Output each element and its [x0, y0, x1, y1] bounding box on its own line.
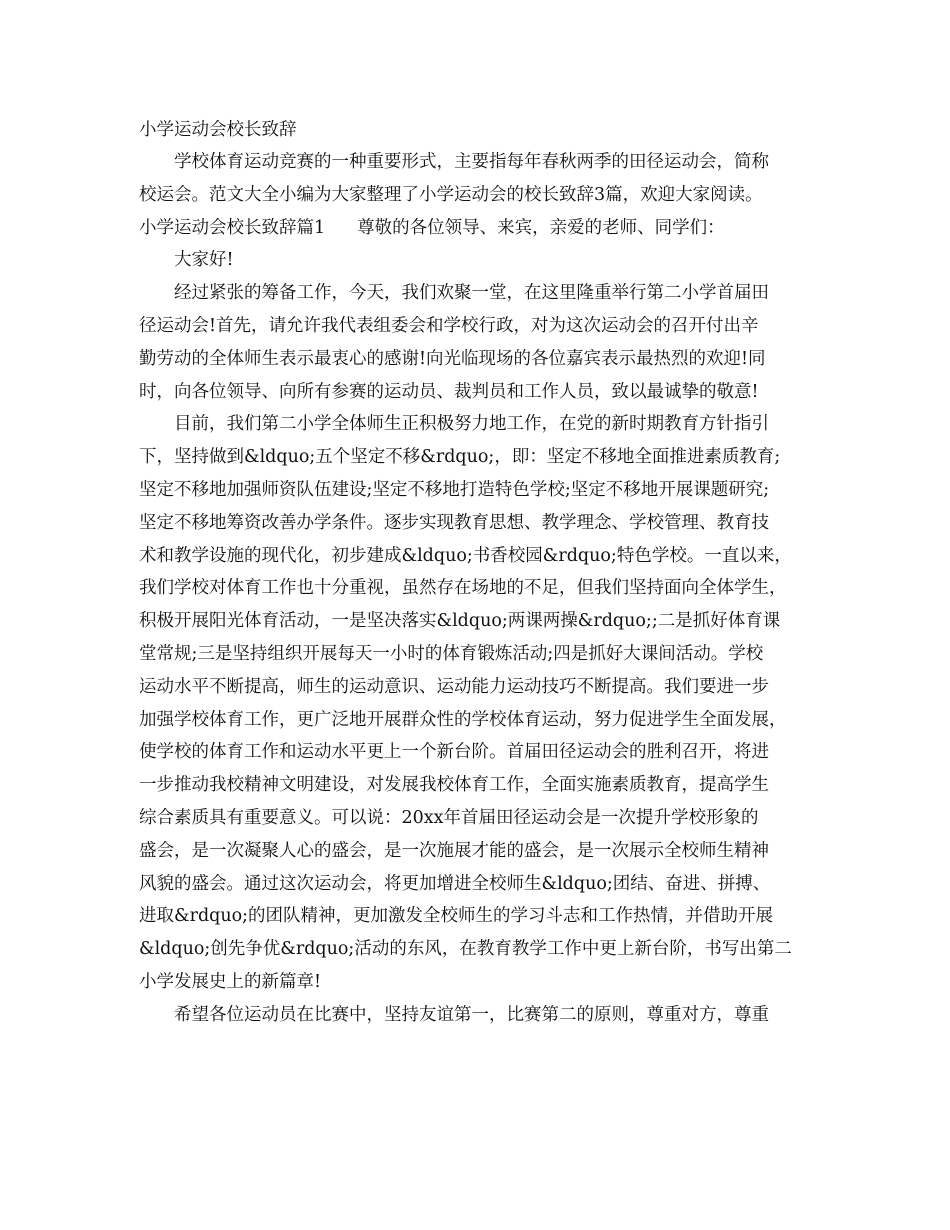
document-page	[139, 114, 824, 1032]
intro-line: 学校体育运动竞赛的一种重要形式，主要指每年春秋两季的田径运动会，简称	[174, 152, 769, 172]
paragraph-line: 下，坚持做到&ldquo;五个坚定不移&rdquo;，即：坚定不移地全面推进素质教育;	[139, 447, 781, 468]
paragraph-line: 风貌的盛会。通过这次运动会，将更加增进全校师生&ldquo;团结、奋进、拼搏、	[139, 873, 771, 894]
paragraph-line: 径运动会!首先，请允许我代表组委会和学校行政，对为这次运动会的召开付出辛	[139, 315, 759, 336]
section-heading: 小学运动会校长致辞篇1	[139, 217, 326, 238]
paragraph-line: 目前，我们第二小学全体师生正积极努力地工作，在党的新时期教育方针指引	[174, 414, 769, 435]
intro-paragraph	[139, 146, 824, 212]
paragraph-2	[139, 408, 824, 998]
paragraph-line: 坚定不移地加强师资队伍建设;坚定不移地打造特色学校;坚定不移地开展课题研究;	[139, 479, 770, 500]
paragraph-line: 盛会，是一次凝聚人心的盛会，是一次施展才能的盛会，是一次展示全校师生精神	[139, 840, 769, 861]
paragraph-line: 时，向各位领导、向所有参赛的运动员、裁判员和工作人员，致以最诚挚的敬意!	[139, 381, 759, 402]
paragraph-line: &ldquo;创先争优&rdquo;活动的东风，在教育教学工作中更上新台阶，书写出第二	[139, 939, 792, 960]
paragraph-line: 一步推动我校精神文明建设，对发展我校体育工作，全面实施素质教育，提高学生	[139, 775, 769, 796]
paragraph-line: 综合素质具有重要意义。可以说：20xx年首届田径运动会是一次提升学校形象的	[139, 807, 759, 828]
paragraph-line: 我们学校对体育工作也十分重视，虽然存在场地的不足，但我们坚持面向全体学生，	[139, 578, 787, 599]
intro-line: 校运会。范文大全小编为大家整理了小学运动会的校长致辞3篇，欢迎大家阅读。	[139, 184, 763, 205]
paragraph-1	[139, 277, 824, 408]
paragraph-line: 经过紧张的筹备工作，今天，我们欢聚一堂，在这里隆重举行第二小学首届田	[174, 283, 769, 304]
paragraph-line: 术和教学设施的现代化，初步建成&ldquo;书香校园&rdquo;特色学校。一直以来，	[139, 545, 792, 566]
paragraph-line: 积极开展阳光体育活动，一是坚决落实&ldquo;两课两操&rdquo;;二是抓好体育课	[139, 611, 781, 632]
paragraph-line: 小学发展史上的新篇章!	[139, 971, 322, 992]
paragraph-line: 希望各位运动员在比赛中，坚持友谊第一，比赛第二的原则，尊重对方，尊重	[174, 1004, 769, 1025]
paragraph-line: 加强学校体育工作，更广泛地开展群众性的学校体育运动，努力促进学生全面发展，	[139, 709, 787, 730]
paragraph-3	[139, 999, 824, 1032]
paragraph-line: 进取&rdquo;的团队精神，更加激发全校师生的学习斗志和工作热情，并借助开展	[139, 906, 774, 927]
paragraph-line: 勤劳动的全体师生表示最衷心的感谢!向光临现场的各位嘉宾表示最热烈的欢迎!同	[139, 348, 766, 369]
paragraph-line: 坚定不移地筹资改善办学条件。逐步实现教育思想、教学理念、学校管理、教育技	[139, 512, 769, 533]
salutation: 尊敬的各位领导、来宾，亲爱的老师、同学们：	[357, 217, 725, 238]
document-title: 小学运动会校长致辞	[139, 120, 297, 140]
paragraph-line: 使学校的体育工作和运动水平更上一个新台阶。首届田径运动会的胜利召开，将进	[139, 742, 769, 763]
greeting: 大家好!	[174, 250, 234, 271]
paragraph-line: 运动水平不断提高，师生的运动意识、运动能力运动技巧不断提高。我们要进一步	[139, 676, 769, 697]
section-heading-row	[139, 212, 824, 245]
paragraph-line: 堂常规;三是坚持组织开展每天一小时的体育锻炼活动;四是抓好大课间活动。学校	[139, 643, 764, 664]
